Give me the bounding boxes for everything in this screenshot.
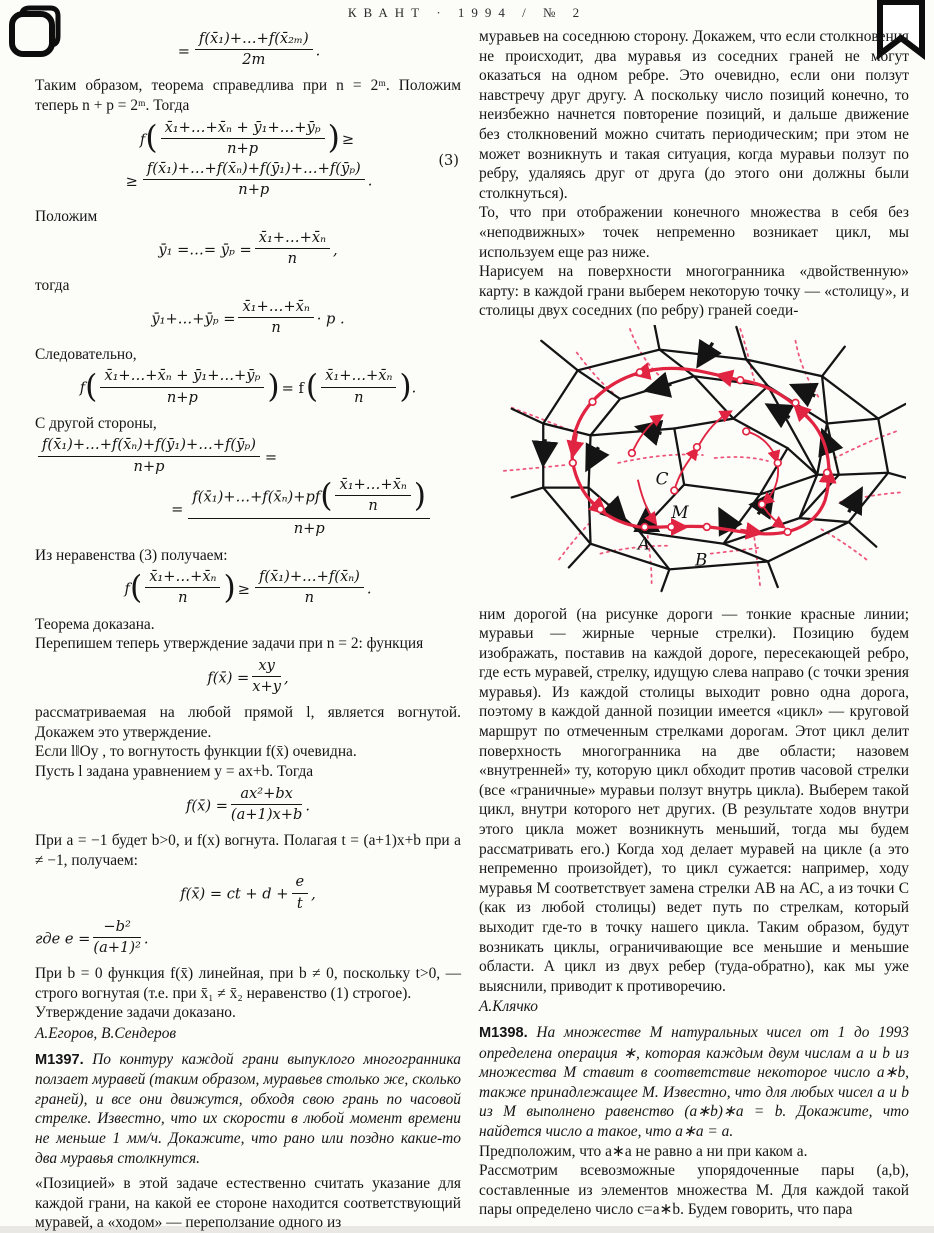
authors-signature: А.Егоров, В.Сендеров [35, 1025, 177, 1043]
paragraph: ним дорогой (на рисунке дороги — тонкие красные линии; муравьи — жирные черные стрелки). Позицию будем изображать, поставив на каждой дороге, пересекающей ребро, где есть муравей, стрелку, идущую слева направо (с точки зрения муравья). Из каждой столицы выходит ровно одна дорога, поэтому в каждой данной позиции имеется «цикл» — круговой маршрут по отмеченным стрелками дорогам. Этот цикл делит поверхность многогранника на две области; назовем «внутренней» ту, которую цикл обходит против часовой стрелки (все «граничные» муравьи ползут внутрь цикла). Выберем такой цикл, внутри которого нет других. (В результате ходов внутри этого цикла может возникнуть меньший, тогда мы будем рассматривать его.) Когда ход делает муравей на цикле (а это непременно произойдет), то цикл сужается: например, ходу муравья М соответствует замена стрелки АВ на АС, а из точки С (как из любой столицы) ведет путь по стрелкам, который выходит где-то в точку нашего цикла. Таким образом, будут возникать циклы, ограничивающие все меньшие и меньшие области. А цикл из двух ребер (туда-обратно), как мы уже выяснили, приводит к противоречию. [479, 605, 909, 995]
equation-y-def: ȳ₁ =…= ȳₚ = $\frac{\text{x̄₁+…+x̄ₙ}}{n}$ , [158, 229, 338, 268]
paragraph: «Позицией» в этой задаче естественно считать указание для каждой грани, на какой ее стороне находится соответствующий муравей, а «ходом» — переползание одного из [35, 1175, 461, 1232]
problem-text: По контуру каждой грани выпуклого многогранника ползает муравей (таким образом, муравьев столько же, сколько граней), и все они движутся, обходя свою грань по часовой стрелке. Известно, что их скорости в любой момент времени не меньше 1 мм/ч. Докажите, что рано или поздно какие-то два муравья столкнутся. [35, 1050, 461, 1167]
label-M: M [671, 502, 689, 523]
paragraph: С другой стороны, [35, 414, 157, 432]
polyhedron-figure [479, 325, 909, 599]
paragraph: Рассмотрим всевозможные упорядоченные пары (a,b), составленные из элементов множества М. Для каждой такой пары определено число c=a∗b. Будем говорить, что пара [479, 1162, 909, 1219]
equation-jensen: f( $\frac{\text{x̄₁+…+x̄ₙ}}{n}$ ) ≥ $\frac{\text{f(x̄₁)+…+f(x̄ₙ)}}{n}$ . [124, 568, 372, 607]
paragraph: Таким образом, теорема справедлива при n = 2ᵐ. Положим теперь n + p = 2ᵐ. Тогда [35, 77, 461, 115]
equation-avg-2m: = $\frac{\text{f(x̄₁)+…+f(x̄₂ₘ)}}{2m}$ . [177, 30, 321, 69]
paragraph: Следовательно, [35, 345, 137, 363]
page-header: КВАНТ · 1994 / № 2 [347, 5, 587, 20]
paragraph: Из неравенства (3) получаем: [35, 546, 228, 564]
equation-f-equal: f( $\frac{\text{x̄₁+…+x̄ₙ + ȳ₁+…+ȳₚ}}{n+p}$ ) = f( $\frac{\text{x̄₁+…+x̄ₙ}}{n}$ ). [79, 367, 417, 406]
equation-fxy: f(x̄) = $\frac{xy}{x+y}$ , [207, 656, 289, 696]
equation-y-sum: ȳ₁+…+ȳₚ = $\frac{\text{x̄₁+…+x̄ₙ}}{n}$ · p . [151, 298, 345, 337]
paragraph: Если l‖Oy , то вогнутость функции f(x̄) очевидна. [35, 743, 357, 761]
equation-ct: f(x̄) = ct + d + $\frac{e}{t}$ , [180, 873, 316, 912]
paragraph: рассматриваемая на любой прямой l, является вогнутой. Докажем это утверждение. [35, 704, 461, 741]
author-signature: А.Клячко [479, 998, 538, 1016]
left-column [35, 27, 461, 1233]
problem-m1398 [479, 1023, 909, 1142]
equation-number: (3) [438, 152, 459, 170]
dotted-roads [504, 329, 900, 585]
problem-number: М1398. [479, 1024, 528, 1041]
problem-text: На множестве М натуральных чисел от 1 до 1993 определена операция ∗, которая каждым двум числам a и b из множества М ставит в соответствие некоторое число a∗b, также принадлежащее М. Известно, что для любых чисел a и b из М выполнено равенство (a∗b)∗a = b. Докажите, что найдется число a такое, что a∗a = a. [479, 1023, 909, 1140]
paragraph: Пусть l задана уравнением y = ax+b. Тогда [35, 763, 314, 781]
problem-number: М1397. [35, 1051, 84, 1068]
equation-line-subst: f(x̄) = $\frac{\text{ax²+bx}}{(a+1)x+b}$ . [186, 784, 310, 823]
right-column [479, 27, 909, 1220]
label-C: C [655, 468, 669, 489]
paragraph: Предположим, что a∗a не равно a ни при каком a. [479, 1142, 808, 1160]
equation-other-side: $\frac{\text{f(x̄₁)+…+f(x̄ₙ)+f(ȳ₁)+…+f(ȳₚ)}}{n+p}$ = = f(x̄₁)+…+f(x̄ₙ)+pf( $\frac{\text{x̄₁+…+x̄ₙ}}{n}$ ) n+p [35, 438, 461, 540]
paragraph: муравьев на соседнюю сторону. Докажем, что если столкновения не происходит, два муравья из соседних граней не могут оказаться на одном ребре. Это очевидно, если они ползут навстречу друг другу. А поскольку число позиций конечно, то неизбежно начнется повторение позиций, и дальше движение без столкновений можно считать периодическим; при этом не может возникнуть и такая ситуация, когда муравьи ползут по ребру, удаляясь друг от друга (до этого они должны были столкнуться). [479, 28, 909, 202]
paragraph: Перепишем теперь утверждение задачи при n = 2: функция [35, 635, 424, 653]
paragraph: тогда [35, 276, 70, 294]
paragraph: Положим [35, 207, 98, 225]
paragraph: То, что при отображении конечного множества в себя без «неподвижных» точек непременно возникает цикл, мы используем еще раз ниже. [479, 204, 909, 261]
paragraph: Утверждение задачи доказано. [35, 1004, 236, 1022]
paragraph: При b = 0 функция f(x̄) линейная, при b ≠ 0, поскольку t>0, — строго вогнутая (т.е. при x̄₁ ≠ x̄₂ неравенство (1) строгое). [35, 965, 461, 1002]
equation-e-def: где e = $\frac{\text{−b²}}{\text{(a+1)²}}$ . [35, 917, 149, 956]
label-A: A [637, 533, 650, 554]
paragraph: При a = −1 будет b>0, и f(x) вогнута. Полагая t = (a+1)x+b при a ≠ −1, получаем: [35, 832, 461, 869]
problem-m1397 [35, 1050, 461, 1169]
paragraph: Теорема доказана. [35, 615, 155, 633]
label-B: B [694, 549, 708, 570]
paragraph: Нарисуем на поверхности многогранника «двойственную» карту: в каждой грани выберем некоторую точку — «столицу», и столицы двух соседних (по ребру) граней соеди- [479, 263, 909, 320]
equation-3: f( $\frac{\text{x̄₁+…+x̄ₙ + ȳ₁+…+ȳₚ}}{n+p}$ ) ≥ ≥ $\frac{\text{f(x̄₁)+…+f(x̄ₙ)+f(ȳ₁)+…+f(ȳₚ)}}{n+p}$ . (3) [125, 118, 459, 199]
